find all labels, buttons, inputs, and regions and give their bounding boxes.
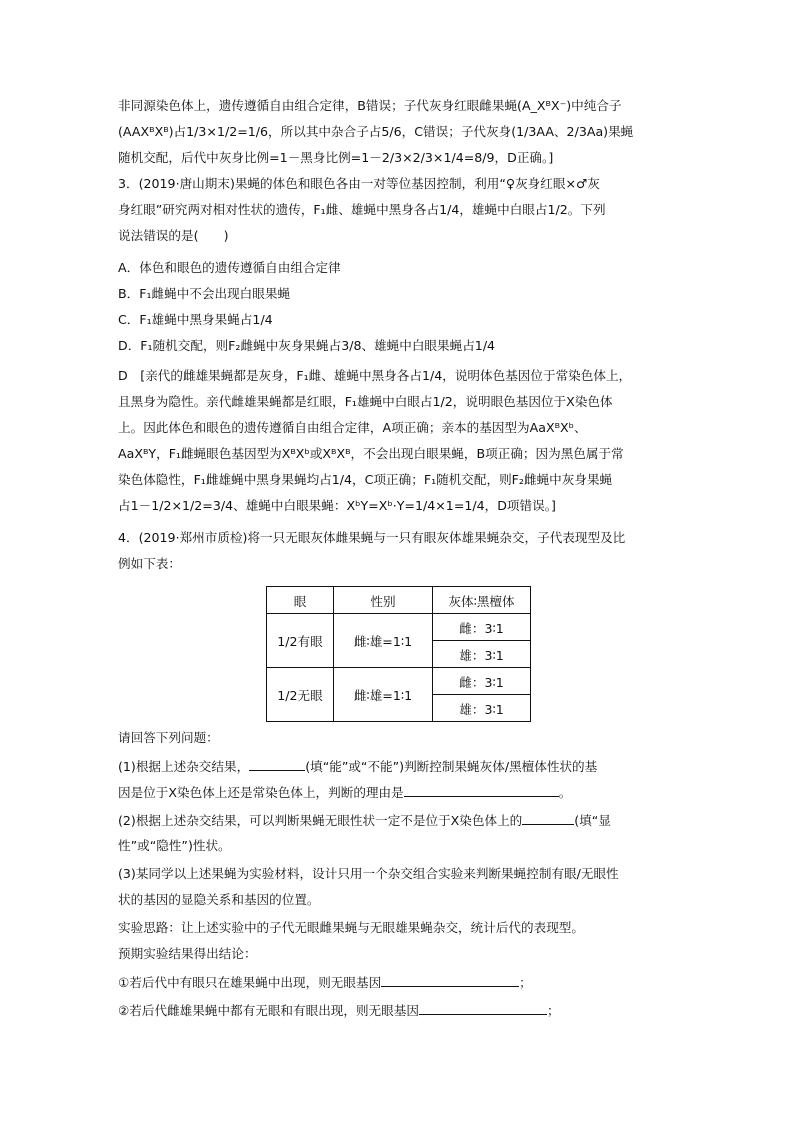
text-span: ； — [546, 1003, 560, 1018]
option-d: D．F₁随机交配，则F₂雌蝇中灰身果蝇占3/8、雄蝇中白眼果蝇占1/4 — [118, 338, 496, 353]
text-span: ②若后代雌雄果蝇中都有无眼和有眼出现，则无眼基因 — [118, 1003, 419, 1018]
table-row — [267, 668, 531, 695]
answer-blank[interactable] — [381, 972, 519, 987]
text-line: 上。因此体色和眼色的遗传遵循自由组合定律，A项正确；亲本的基因型为AaXᴮXᵇ、 — [118, 420, 587, 435]
text-span: 因是位于X染色体上还是常染色体上，判断的理由是 — [118, 785, 404, 800]
text-line: 占1－1/2×1/2=3/4、雄蝇中白眼果蝇：XᵇY=Xᵇ·Y=1/4×1=1/4，D项错误。] — [118, 498, 556, 513]
text-line: 身红眼”研究两对相对性状的遗传，F₁雌、雄蝇中黑身各占1/4，雄蝇中白眼占1/2。下列 — [118, 202, 606, 217]
table-cell: 雌∶雄=1∶1 — [334, 668, 433, 722]
text-line: AaXᴮY，F₁雌蝇眼色基因型为XᴮXᵇ或XᴮXᴮ，不会出现白眼果蝇，B项正确；因为黑色属于常 — [118, 446, 624, 461]
answer-blank[interactable] — [404, 782, 559, 797]
table-header-cell: 灰体∶黑檀体 — [433, 587, 531, 614]
table-cell: 雄：3∶1 — [433, 695, 531, 722]
table-header-row — [267, 587, 531, 614]
table-row — [267, 614, 531, 641]
result-1 — [118, 972, 532, 993]
question-4-stem: 4．(2019·郑州市质检)将一只无眼灰体雌果蝇与一只有眼灰体雄果蝇杂交，子代表现型及比 — [118, 530, 626, 545]
text-line: 随机交配，后代中灰身比例=1－黑身比例=1－2/3×2/3×1/4=8/9，D正确。] — [118, 150, 554, 165]
table-header-cell: 性别 — [334, 587, 433, 614]
table-cell: 雄：3∶1 — [433, 641, 531, 668]
table-cell: 雌：3∶1 — [433, 614, 531, 641]
option-b: B．F₁雌蝇中不会出现白眼果蝇 — [118, 286, 291, 301]
option-c: C．F₁雄蝇中黑身果蝇占1/4 — [118, 312, 273, 327]
result-2 — [118, 1000, 560, 1021]
text-line: (AAXᴮXᴮ)占1/3×1/2=1/6，所以其中杂合子占5/6，C错误；子代灰身(1/3AA、2/3Aa)果蝇 — [118, 124, 634, 139]
table-cell: 1/2无眼 — [267, 668, 334, 722]
table-cell: 1/2有眼 — [267, 614, 334, 668]
table-cell: 雌：3∶1 — [433, 668, 531, 695]
question-1 — [118, 756, 597, 777]
text-span: (2)根据上述杂交结果，可以判断果蝇无眼性状一定不是位于X染色体上的 — [118, 813, 523, 828]
answer-blank[interactable] — [249, 756, 305, 771]
question-1-cont — [118, 782, 571, 803]
option-a: A．体色和眼色的遗传遵循自由组合定律 — [118, 260, 341, 275]
experiment-idea: 实验思路：让上述实验中的子代无眼雌果蝇与无眼雄果蝇杂交，统计后代的表现型。 — [118, 920, 584, 935]
expected-results-heading: 预期实验结果得出结论： — [118, 946, 257, 961]
question-2 — [118, 810, 611, 831]
question-3-stem: 3．(2019·唐山期末)果蝇的体色和眼色各由一对等位基因控制，利用“♀灰身红眼×♂灰 — [118, 176, 600, 191]
question-2-cont: 性”或“隐性”)性状。 — [118, 838, 231, 853]
answer-blank[interactable] — [419, 1000, 547, 1015]
answer-blank[interactable] — [522, 810, 574, 825]
table-header-cell: 眼 — [267, 587, 334, 614]
answer-explanation: D [亲代的雌雄果蝇都是灰身，F₁雌、雄蝇中黑身各占1/4，说明体色基因位于常染色体上， — [118, 368, 632, 383]
text-line: 例如下表： — [118, 556, 181, 571]
table-cell: 雌∶雄=1∶1 — [334, 614, 433, 668]
question-3-cont: 状的基因的显隐关系和基因的位置。 — [118, 892, 320, 907]
text-span: (填“能”或“不能”)判断控制果蝇灰体/黑檀体性状的基 — [305, 759, 598, 774]
text-span: ； — [519, 975, 532, 990]
text-span: (填“显 — [574, 813, 611, 828]
text-line: 非同源染色体上，遗传遵循自由组合定律，B错误；子代灰身红眼雌果蝇(A_XᴮX⁻)中纯合子 — [118, 98, 622, 113]
text-line: 说法错误的是( ) — [118, 228, 229, 243]
text-span: (1)根据上述杂交结果， — [118, 759, 250, 774]
text-line: 染色体隐性，F₁雌雄蝇中黑身果蝇均占1/4，C项正确；F₁随机交配，则F₂雌蝇中灰身果蝇 — [118, 472, 613, 487]
text-line: 且黑身为隐性。亲代雌雄果蝇都是红眼，F₁雄蝇中白眼占1/2，说明眼色基因位于X染色体 — [118, 394, 613, 409]
result-table — [266, 586, 531, 722]
text-span: 。 — [558, 785, 572, 800]
text-span: ①若后代中有眼只在雄果蝇中出现，则无眼基因 — [118, 975, 382, 990]
prompt-line: 请回答下列问题： — [118, 730, 219, 745]
question-3: (3)某同学以上述果蝇为实验材料，设计只用一个杂交组合实验来判断果蝇控制有眼/无眼性 — [118, 866, 619, 881]
